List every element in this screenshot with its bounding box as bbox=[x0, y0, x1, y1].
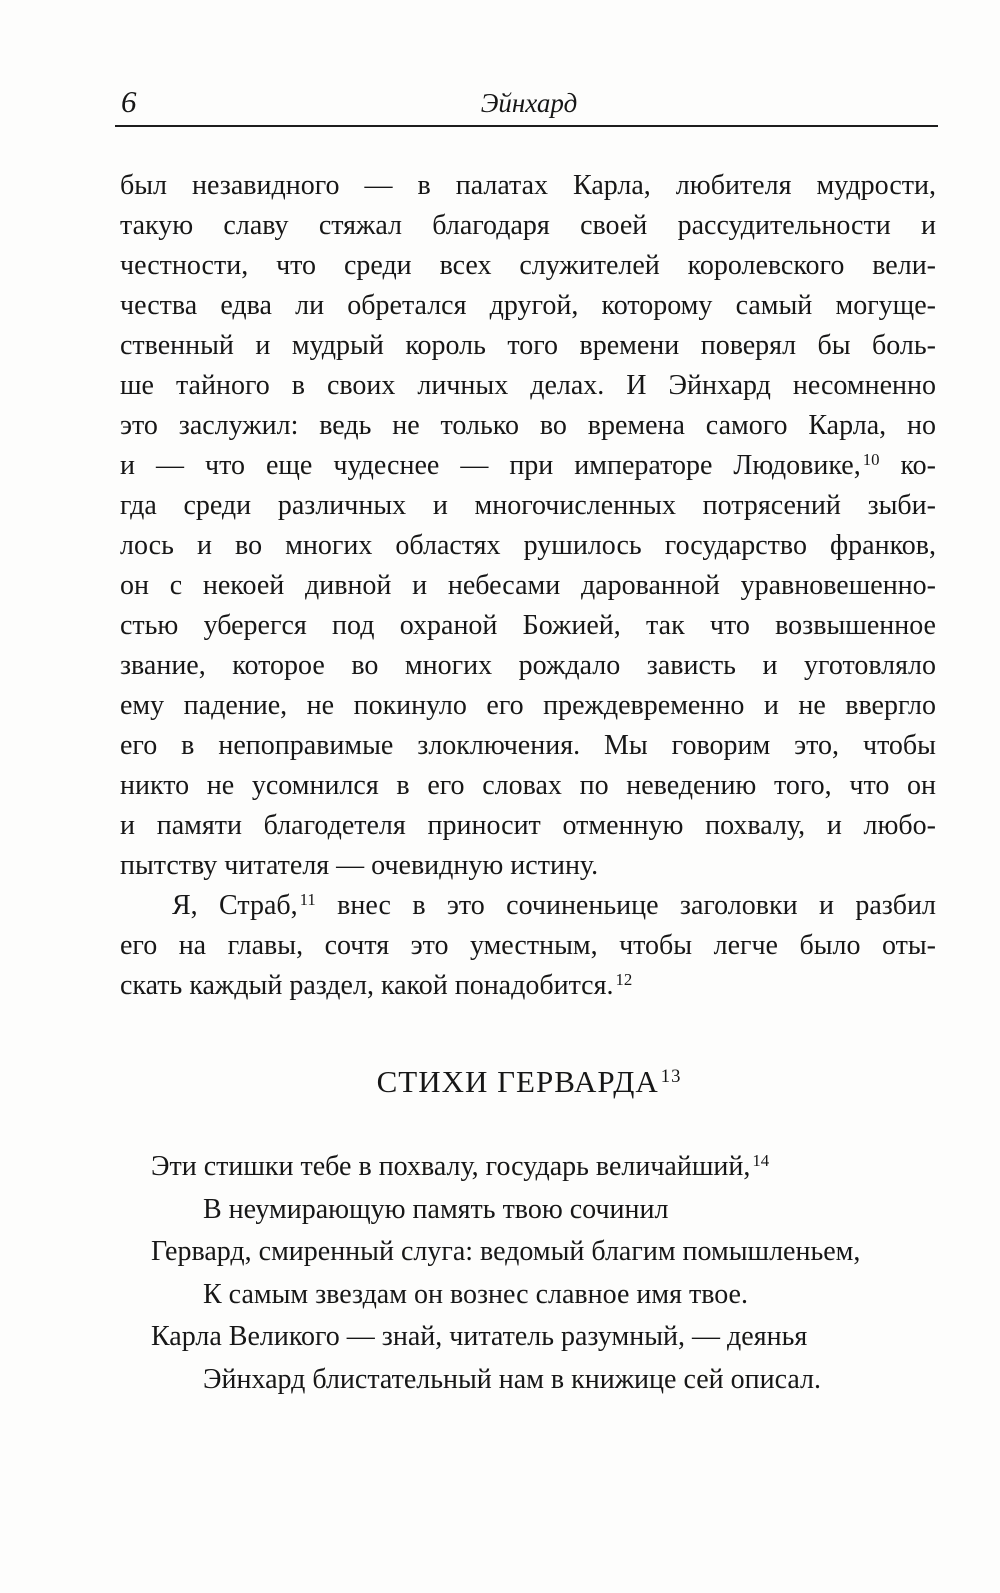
text-line: и — что еще чудеснее — при императоре Людовике, $^{10}$ ко- bbox=[120, 449, 936, 481]
poem-line: Гервард, смиренный слуга: ведомый благим помышленьем, bbox=[151, 1236, 861, 1267]
running-title: Эйнхард bbox=[480, 88, 578, 118]
footnote-ref: 14 bbox=[752, 1150, 770, 1170]
poem-line: Эйнхард блистательный нам в книжице сей описал. bbox=[203, 1363, 822, 1395]
page-number: 6 bbox=[121, 84, 137, 119]
text-line: звание, которое во многих рождало зависть и уготовляло bbox=[120, 650, 936, 681]
header-rule bbox=[115, 125, 938, 127]
text-line: ему падение, не покинуло его преждевременно и не ввергло bbox=[120, 690, 936, 721]
text-line: это заслужил: ведь не только во времена самого Карла, но bbox=[120, 410, 936, 441]
footnote-ref: 11 bbox=[299, 889, 316, 909]
text-line: его на главы, сочтя это уместным, чтобы легче было оты- bbox=[120, 930, 936, 961]
body-text bbox=[120, 166, 936, 1006]
section-heading: СТИХИ ГЕРВАРДА $^{13}$ bbox=[376, 1064, 682, 1099]
paragraph bbox=[120, 886, 936, 1006]
footnote-ref: 13 bbox=[660, 1065, 682, 1087]
text-line: был незавидного — в палатах Карла, любителя мудрости, bbox=[120, 170, 936, 201]
text-line: честности, что среди всех служителей королевского вели- bbox=[120, 250, 936, 281]
text-line: ше тайного в своих личных делах. И Эйнхард несомненно bbox=[120, 370, 936, 401]
poem-line: В неумирающую память твою сочинил bbox=[203, 1193, 669, 1225]
poem-line: Эти стишки тебе в похвалу, государь величайший, $^{14}$ bbox=[151, 1150, 770, 1182]
text-line: он с некоей дивной и небесами дарованной уравновешенно- bbox=[120, 570, 936, 601]
text-line: такую славу стяжал благодаря своей рассудительности и bbox=[120, 210, 936, 241]
text-line: лось и во многих областях рушилось государство франков, bbox=[120, 530, 936, 561]
poem-line: К самым звездам он вознес славное имя твое. bbox=[203, 1278, 748, 1310]
footnote-ref: 12 bbox=[615, 969, 633, 989]
text-line: никто не усомнился в его словах по неведению того, что он bbox=[120, 770, 936, 801]
poem-line: Карла Великого — знай, читатель разумный, — деянья bbox=[151, 1321, 808, 1352]
poem bbox=[151, 1146, 951, 1401]
text-line: его в непоправимые злоключения. Мы говорим это, чтобы bbox=[120, 730, 936, 761]
text-line: гда среди различных и многочисленных потрясений зыби- bbox=[120, 490, 936, 521]
text-line: и памяти благодетеля приносит отменную похвалу, и любо- bbox=[120, 810, 936, 841]
text-line: стью уберегся под охраной Божией, так что возвышенное bbox=[120, 610, 936, 641]
text-line: ственный и мудрый король того времени поверял бы боль- bbox=[120, 330, 936, 361]
text-line: Я, Страб, $^{11}$ внес в это сочиненьице заголовки и разбил bbox=[172, 889, 937, 921]
text-line: чества едва ли обретался другой, которому самый могуще- bbox=[120, 290, 936, 321]
text-line: скать каждый раздел, какой понадобится. $^{12}$ bbox=[120, 969, 633, 1001]
text-line: пытству читателя — очевидную истину. bbox=[120, 850, 599, 881]
paragraph bbox=[120, 166, 936, 886]
footnote-ref: 10 bbox=[862, 449, 880, 469]
